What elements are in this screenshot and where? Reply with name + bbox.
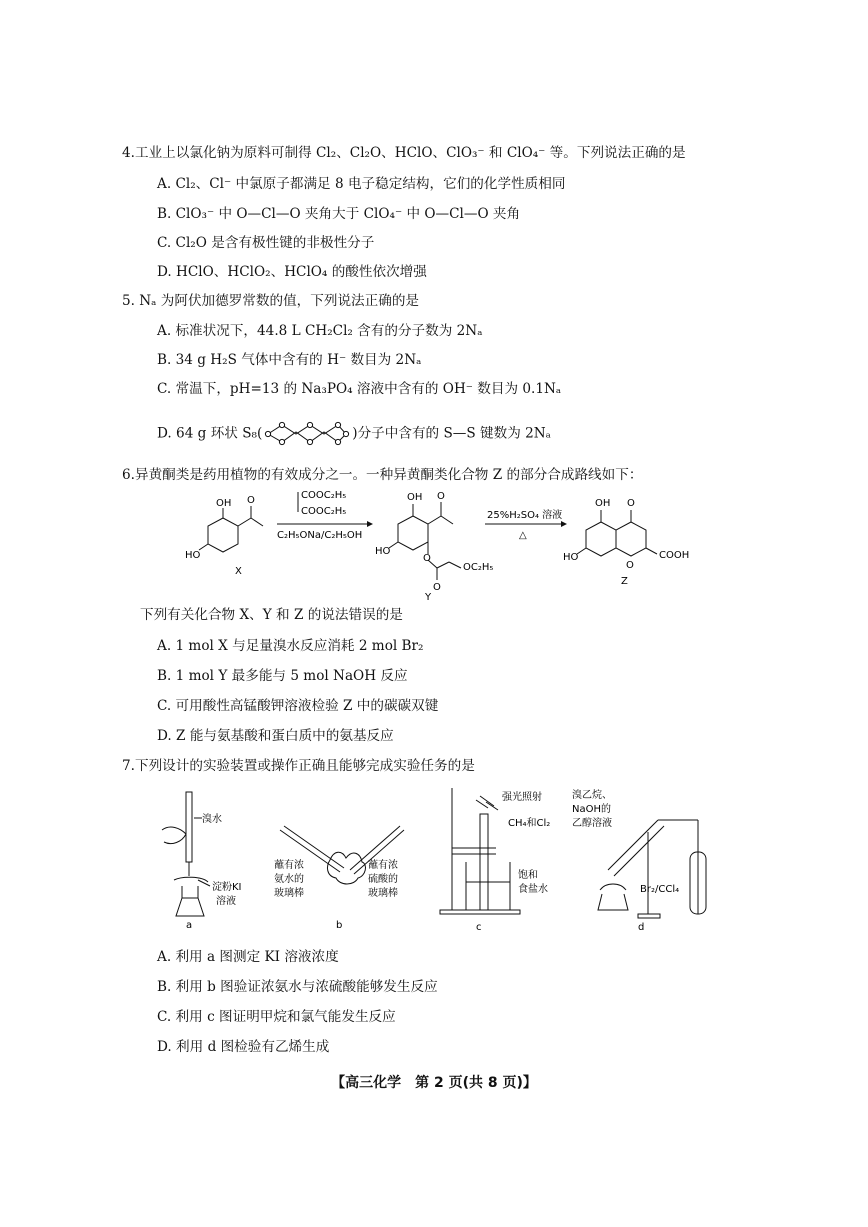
z-oh: OH — [595, 498, 611, 509]
fig-a-text-2: 淀粉KI — [212, 882, 242, 893]
fig-b-text-5: 硫酸的 — [368, 874, 398, 885]
z-o-top: O — [627, 498, 635, 509]
x-ho: HO — [185, 550, 201, 561]
z-o-ring: O — [626, 560, 634, 571]
q4-option-b: B. ClO₃⁻ 中 O—Cl—O 夹角大于 ClO₄⁻ 中 O—Cl—O 夹角 — [157, 206, 521, 222]
fig-d-text-1: 溴乙烷、 — [572, 790, 612, 801]
q5-stem: 5. Nₐ 为阿伏加德罗常数的值，下列说法正确的是 — [122, 293, 420, 309]
figure-d-elimination — [572, 786, 722, 932]
fig-b-text-2: 氨水的 — [274, 874, 304, 885]
fig-a-text-3: 溶液 — [216, 896, 236, 907]
q4-option-d: D. HClO、HClO₂、HClO₄ 的酸性依次增强 — [157, 264, 427, 280]
fig-c-text-1: 强光照射 — [502, 792, 542, 803]
y-oc2h5: OC₂H₅ — [463, 562, 494, 573]
fig-d-text-3: 乙醇溶液 — [572, 818, 612, 829]
fig-d-label: d — [638, 922, 645, 932]
fig-c-label: c — [476, 922, 482, 932]
z-ho: HO — [563, 552, 579, 563]
fig-c-text-4: 食盐水 — [518, 884, 548, 895]
y-o-top: O — [437, 491, 445, 502]
q5-option-a: A. 标准状况下，44.8 L CH₂Cl₂ 含有的分子数为 2Nₐ — [157, 323, 483, 339]
x-o: O — [247, 495, 255, 506]
figure-a-titration — [152, 790, 267, 930]
fig-a-label: a — [186, 920, 193, 930]
fig-b-text-4: 蘸有浓 — [368, 860, 398, 871]
compound-z-label: Z — [621, 576, 628, 587]
fig-a-text-1: 溴水 — [202, 814, 222, 825]
q7-stem: 7.下列设计的实验装置或操作正确且能够完成实验任务的是 — [122, 758, 475, 774]
reagent2-bottom: △ — [519, 530, 527, 541]
q6-option-d: D. Z 能与氨基酸和蛋白质中的氨基反应 — [157, 728, 394, 744]
x-oh: OH — [216, 498, 232, 509]
fig-b-text-1: 蘸有浓 — [274, 860, 304, 871]
reagent2-top: 25%H₂SO₄ 溶液 — [487, 510, 563, 521]
q5-option-d-post: )分子中含有的 S—S 键数为 2Nₐ — [352, 425, 551, 442]
fig-c-text-3: 饱和 — [518, 870, 538, 881]
compound-y-label: Y — [425, 592, 432, 600]
q5-option-c: C. 常温下，pH=13 的 Na₃PO₄ 溶液中含有的 OH⁻ 数目为 0.1Nₐ — [157, 381, 562, 397]
q7-option-a: A. 利用 a 图测定 KI 溶液浓度 — [157, 949, 339, 965]
q4-stem: 4.工业上以氯化钠为原料可制得 Cl₂、Cl₂O、HClO、ClO₃⁻ 和 ClO₄⁻ 等。下列说法正确的是 — [122, 145, 686, 161]
q6-option-a: A. 1 mol X 与足量溴水反应消耗 2 mol Br₂ — [157, 638, 424, 654]
q7-option-b: B. 利用 b 图验证浓氨水与浓硫酸能够发生反应 — [157, 979, 438, 995]
fig-b-text-3: 玻璃棒 — [274, 888, 304, 899]
synthesis-route-diagram — [185, 488, 705, 600]
z-cooh: COOH — [659, 550, 690, 561]
compound-z — [577, 510, 657, 556]
q6-option-b: B. 1 mol Y 最多能与 5 mol NaOH 反应 — [157, 668, 408, 684]
fig-c-text-2: CH₄和Cl₂ — [508, 818, 551, 829]
figure-b-glass-rods — [270, 820, 420, 932]
q6-sub-stem: 下列有关化合物 X、Y 和 Z 的说法错误的是 — [140, 607, 403, 623]
compound-x — [199, 506, 263, 552]
compound-x-label: X — [235, 566, 242, 577]
q7-option-d: D. 利用 d 图检验有乙烯生成 — [157, 1039, 330, 1055]
q4-option-c: C. Cl₂O 是含有极性键的非极性分子 — [157, 235, 375, 251]
q7-option-c: C. 利用 c 图证明甲烷和氯气能发生反应 — [157, 1009, 396, 1025]
reagent1-top: COOC₂H₅ — [301, 490, 347, 501]
y-ho: HO — [375, 546, 391, 557]
figure-c-methane-chlorination — [436, 786, 566, 932]
page-footer: 【高三化学 第 2 页(共 8 页)】 — [331, 1075, 537, 1091]
y-oh: OH — [407, 492, 423, 503]
fig-b-label: b — [336, 920, 343, 931]
q5-option-b: B. 34 g H₂S 气体中含有的 H⁻ 数目为 2Nₐ — [157, 352, 422, 368]
q5-option-d-pre: D. 64 g 环状 S₈( — [157, 425, 263, 442]
q6-stem: 6.异黄酮类是药用植物的有效成分之一。一种异黄酮类化合物 Z 的部分合成路线如下： — [122, 467, 643, 483]
fig-d-text-2: NaOH的 — [572, 804, 611, 815]
q4-option-a: A. Cl₂、Cl⁻ 中氯原子都满足 8 电子稳定结构，它们的化学性质相同 — [157, 176, 566, 192]
reagent1-bottom: C₂H₅ONa/C₂H₅OH — [277, 530, 363, 541]
fig-b-text-6: 玻璃棒 — [368, 888, 398, 899]
reagent1-mid: COOC₂H₅ — [301, 506, 347, 517]
s8-ring-diagram — [262, 420, 352, 448]
q6-option-c: C. 可用酸性高锰酸钾溶液检验 Z 中的碳碳双键 — [157, 698, 439, 714]
fig-d-text-4: Br₂/CCl₄ — [640, 884, 680, 895]
compound-y — [389, 502, 461, 580]
y-o-bottom: O — [433, 582, 441, 593]
y-o-ester: O — [423, 553, 431, 564]
q5-option-d — [157, 420, 551, 448]
